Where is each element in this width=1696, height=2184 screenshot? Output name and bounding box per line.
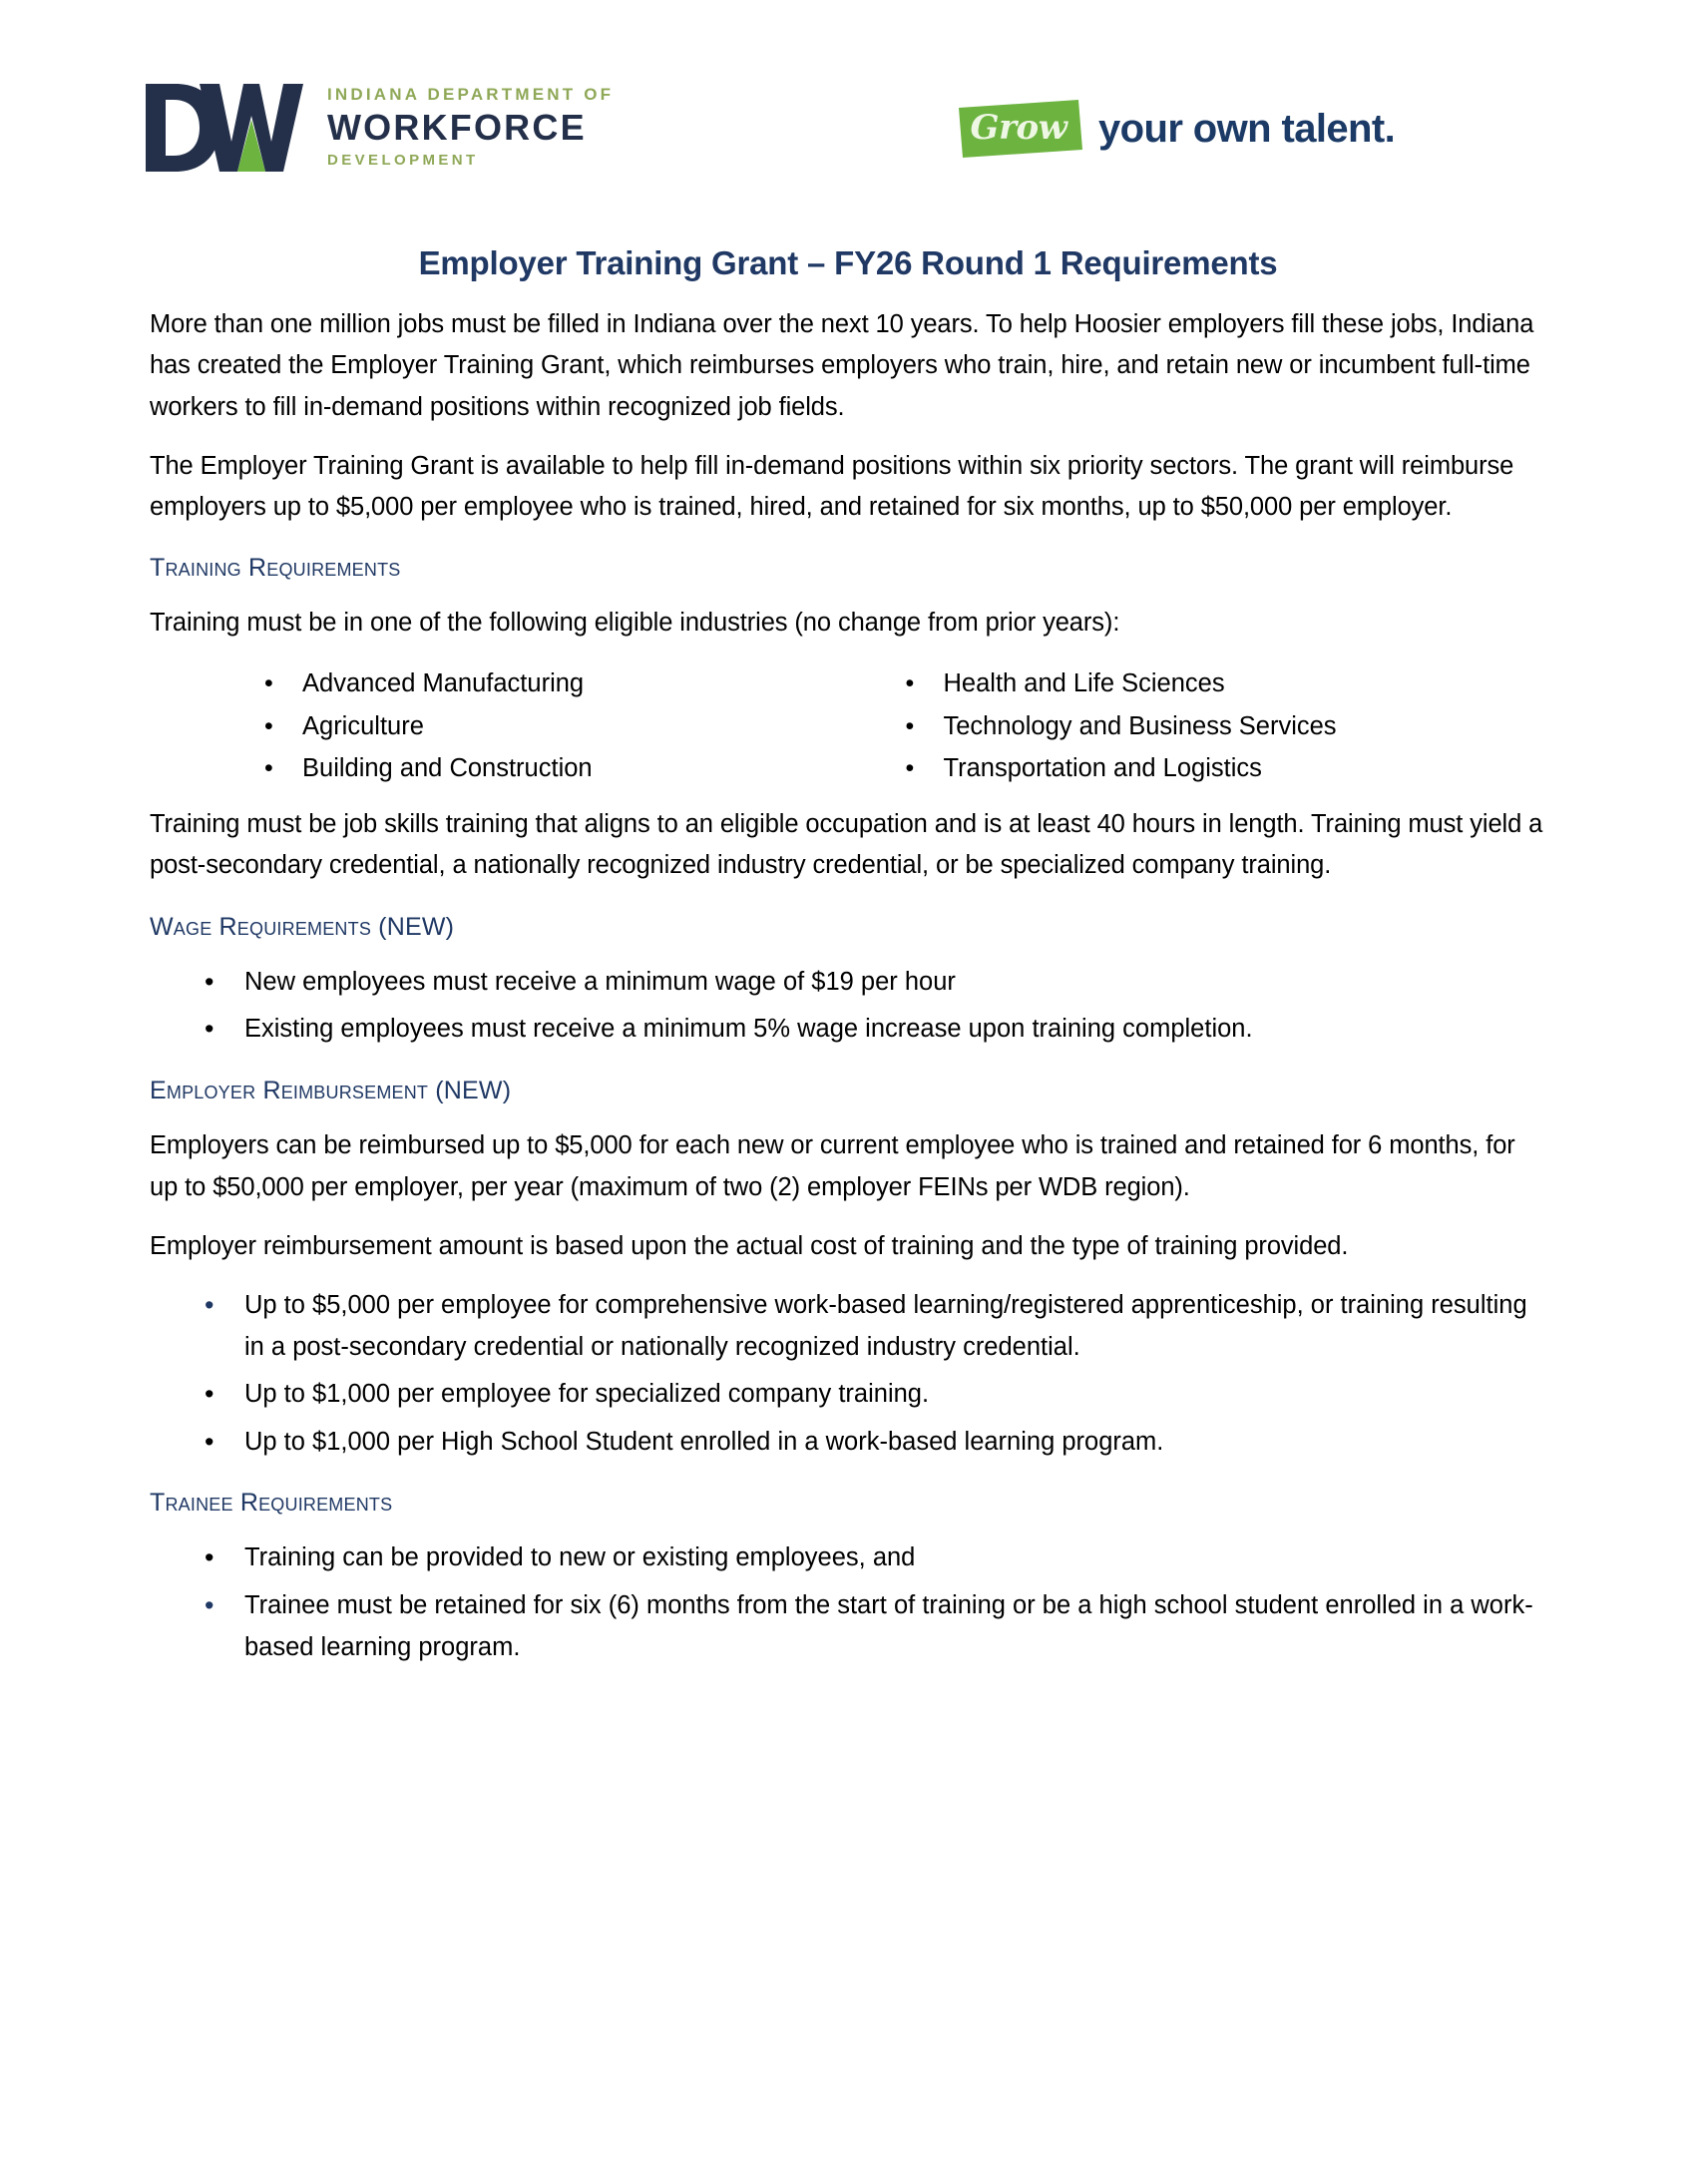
employer-reimbursement-paragraph-2: Employer reimbursement amount is based upon the actual cost of training and the type of training provided. xyxy=(150,1231,1349,1260)
section-heading-text: Training Requirements xyxy=(150,554,401,583)
section-heading-new-badge: (NEW) xyxy=(428,1077,512,1105)
list-item-text: Up to $1,000 per employee for specialized company training. xyxy=(244,1379,930,1408)
dwd-monogram-icon xyxy=(142,80,311,176)
list-item xyxy=(264,705,906,748)
list-item xyxy=(906,705,1547,748)
dwd-wordmark xyxy=(327,80,614,168)
section-heading-trainee-requirements xyxy=(150,1489,1546,1518)
bullet-icon: • xyxy=(905,668,915,697)
bullet-icon: • xyxy=(264,668,273,697)
eligible-industries-list xyxy=(150,662,1546,790)
list-item xyxy=(205,962,1546,1004)
dwd-line-workforce: WORKFORCE xyxy=(327,107,587,148)
bullet-icon: • xyxy=(264,754,273,783)
training-requirements-lead: Training must be in one of the following eligible industries (no change from prior years): xyxy=(150,609,1120,638)
list-item xyxy=(205,1422,1546,1464)
dwd-logo xyxy=(142,80,614,176)
list-item xyxy=(264,662,906,705)
list-item xyxy=(205,1585,1546,1668)
industry-label: Agriculture xyxy=(302,711,424,740)
section-heading-new-badge: (NEW) xyxy=(371,912,455,941)
list-item xyxy=(906,662,1547,705)
document-body xyxy=(0,244,1696,1668)
employer-reimbursement-paragraph-1: Employers can be reimbursed up to $5,000 for each new or current employee who is trained and retained for 6 months, for up to $50,000 per employer, per year (maximum of two (2) employer FEINs per WDB region). xyxy=(150,1131,1515,1201)
bullet-icon: • xyxy=(205,1590,214,1621)
employer-reimbursement-list xyxy=(150,1285,1546,1463)
bullet-icon: • xyxy=(905,711,915,740)
page-header xyxy=(0,60,1696,244)
list-item xyxy=(264,747,906,790)
bullet-icon: • xyxy=(205,1542,214,1573)
list-item xyxy=(205,1537,1546,1579)
industry-label: Transportation and Logistics xyxy=(943,754,1262,783)
grow-your-own-talent-logo xyxy=(953,98,1395,160)
bullet-icon: • xyxy=(905,754,915,783)
grow-badge-icon xyxy=(953,98,1084,160)
grow-badge-label: Grow xyxy=(970,108,1067,148)
grow-tagline: your own talent. xyxy=(1098,106,1396,151)
list-item-text: Up to $5,000 per employee for comprehensive work-based learning/registered apprenticeship, or training resulting in a post-secondary credential or nationally recognized industry credential. xyxy=(244,1291,1527,1361)
industry-label: Health and Life Sciences xyxy=(943,668,1225,697)
trainee-requirements-list xyxy=(150,1537,1546,1667)
section-heading-wage-requirements xyxy=(150,913,1546,942)
list-item xyxy=(205,1009,1546,1051)
section-heading-text: Employer Reimbursement xyxy=(150,1077,429,1105)
bullet-icon: • xyxy=(205,1426,214,1457)
section-heading-training-requirements xyxy=(150,554,1546,583)
industry-label: Building and Construction xyxy=(302,754,593,783)
list-item xyxy=(205,1285,1546,1368)
industry-label: Advanced Manufacturing xyxy=(302,668,585,697)
list-item-text: Up to $1,000 per High School Student enrolled in a work-based learning program. xyxy=(244,1427,1164,1456)
bullet-icon: • xyxy=(205,966,214,997)
dwd-line-development: DEVELOPMENT xyxy=(327,152,479,169)
bullet-icon: • xyxy=(205,1290,214,1321)
list-item-text: New employees must receive a minimum wage of $19 per hour xyxy=(244,967,956,996)
industry-label: Technology and Business Services xyxy=(943,711,1337,740)
training-requirements-trailing-paragraph: Training must be job skills training that aligns to an eligible occupation and is at least 40 hours in length. Training must yield a post-secondary credential, a nationally recognized industry credential, or be specialized company training. xyxy=(150,810,1543,880)
wage-requirements-list xyxy=(150,962,1546,1052)
page-title: Employer Training Grant – FY26 Round 1 Requirements xyxy=(418,244,1278,281)
bullet-icon: • xyxy=(205,1014,214,1045)
bullet-icon: • xyxy=(264,711,273,740)
intro-paragraph-1: More than one million jobs must be filled in Indiana over the next 10 years. To help Hoosier employers fill these jobs, Indiana has created the Employer Training Grant, which reimburses employers who train, hire, and retain new or incumbent full-time workers to fill in-demand positions within recognized job fields. xyxy=(150,310,1534,421)
section-heading-text: Wage Requirements xyxy=(150,912,372,941)
list-item-text: Training can be provided to new or existing employees, and xyxy=(244,1543,916,1572)
section-heading-employer-reimbursement xyxy=(150,1077,1546,1105)
list-item-text: Trainee must be retained for six (6) months from the start of training or be a high school student enrolled in a work-based learning program. xyxy=(244,1591,1533,1661)
list-item xyxy=(205,1374,1546,1416)
list-item-text: Existing employees must receive a minimum 5% wage increase upon training completion. xyxy=(244,1015,1253,1044)
intro-paragraph-2: The Employer Training Grant is available to help fill in-demand positions within six priority sectors. The grant will reimburse employers up to $5,000 per employee who is trained, hired, and retained for six months, up to $50,000 per employer. xyxy=(150,451,1514,522)
dwd-line-indiana-department-of: INDIANA DEPARTMENT OF xyxy=(327,85,615,104)
list-item xyxy=(906,747,1547,790)
section-heading-text: Trainee Requirements xyxy=(150,1489,393,1518)
bullet-icon: • xyxy=(205,1378,214,1409)
